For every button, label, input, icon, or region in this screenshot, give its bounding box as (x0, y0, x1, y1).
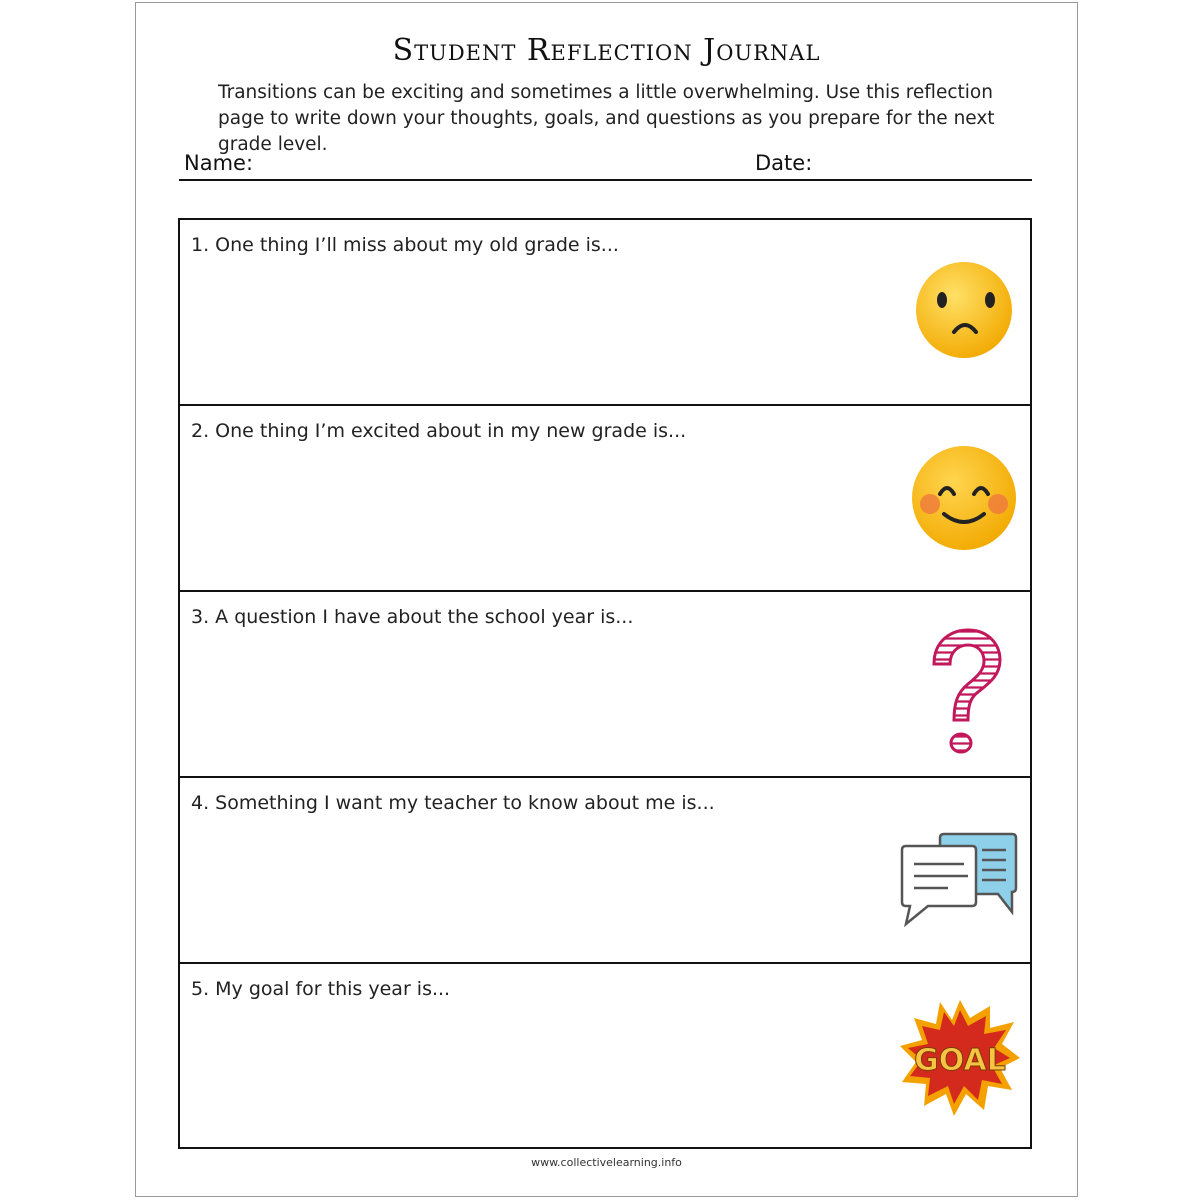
prompt-row (180, 778, 1030, 964)
prompt-text: 2. One thing I’m excited about in my new grade is... (191, 420, 687, 442)
goal-burst-icon (898, 998, 1022, 1118)
name-date-line (179, 149, 1032, 181)
sad-face-icon (914, 260, 1014, 360)
intro-text: Transitions can be exciting and sometimes a little overwhelming. Use this reflection page to write down your thoughts, goals, and questions as you prepare for the next grade level. (218, 82, 995, 155)
question-mark-icon (928, 628, 1004, 758)
prompt-text: 1. One thing I’ll miss about my old grade is... (191, 234, 619, 256)
prompt-text: 4. Something I want my teacher to know about me is... (191, 792, 715, 814)
footer-url: www.collectivelearning.info (531, 1156, 682, 1169)
happy-face-icon (910, 444, 1018, 552)
prompt-row (180, 964, 1030, 1149)
prompt-table (178, 218, 1032, 1149)
worksheet-page (135, 2, 1078, 1197)
page-title: Student Reflection Journal (392, 33, 821, 68)
prompt-row (180, 220, 1030, 406)
prompt-text: 3. A question I have about the school year is... (191, 606, 634, 628)
speech-bubbles-icon (898, 832, 1022, 928)
name-label: Name: (184, 151, 254, 175)
prompt-row (180, 592, 1030, 778)
goal-badge-text: GOAL (914, 1043, 1006, 1078)
date-label: Date: (755, 151, 813, 175)
prompt-text: 5. My goal for this year is... (191, 978, 451, 1000)
prompt-row (180, 406, 1030, 592)
